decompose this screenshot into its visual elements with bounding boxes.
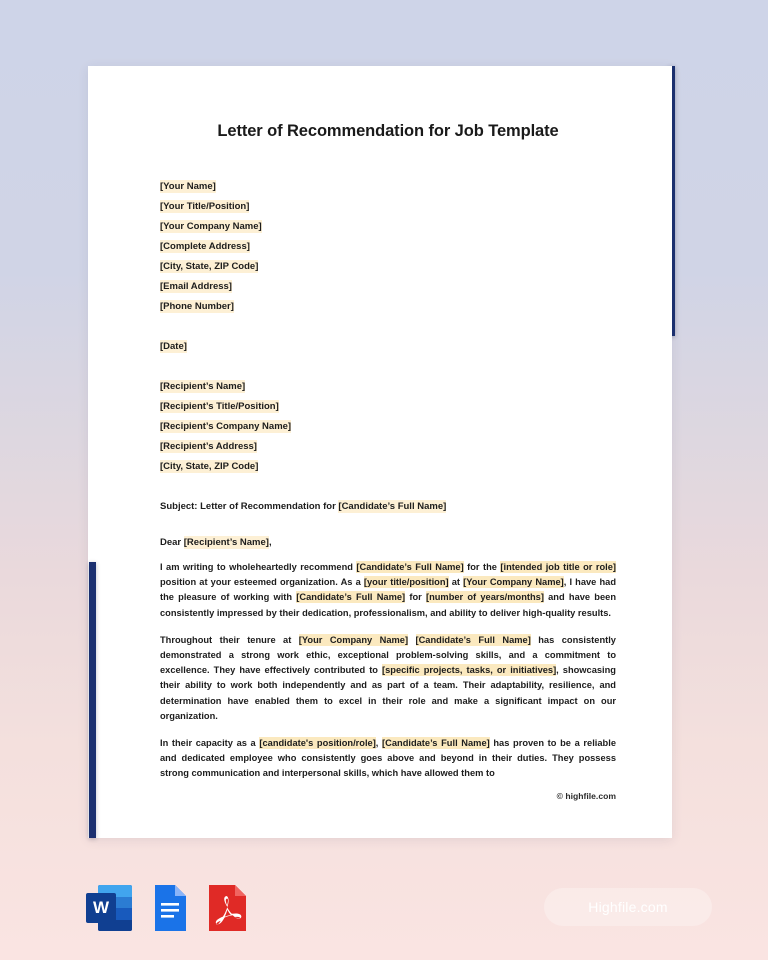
pdf-icon[interactable]: [202, 882, 250, 934]
p2-s2: [408, 635, 415, 645]
date-block: [160, 337, 616, 357]
p1-your-title-placeholder: [your title/position]: [363, 577, 449, 588]
body-paragraph-3: [160, 736, 616, 782]
recipient-line: [160, 397, 616, 417]
p1-role-placeholder: [intended job title or role]: [500, 562, 616, 572]
sender-phone-placeholder: [Phone Number]: [160, 301, 234, 312]
p3-position-placeholder: [candidate's position/role]: [259, 738, 376, 749]
p2-s4: , showcasing their ability to work both independently and as part of a team. Their adaptability, resilience, and determination have enabled them to excel in their role and make a significant impact on our organization.: [160, 665, 616, 721]
sender-line: [160, 257, 616, 277]
salutation-line: [160, 537, 616, 548]
date-placeholder: [Date]: [160, 341, 187, 352]
recipient-line: [160, 417, 616, 437]
p1-candidate-placeholder: [Candidate’s Full Name]: [356, 562, 464, 572]
sender-city-placeholder: [City, State, ZIP Code]: [160, 261, 259, 272]
copyright-watermark: © highfile.com: [556, 790, 616, 801]
sender-address-placeholder: [Complete Address]: [160, 241, 250, 252]
p1-s5: , I have had the pleasure of working with: [160, 577, 617, 603]
p2-s3: has consistently demonstrated a strong work ethic, exceptional problem-solving skills, and a commitment to excellence. They have effectively contributed to: [160, 634, 616, 676]
p1-duration-placeholder: [number of years/months]: [425, 592, 544, 603]
file-format-icons: [86, 882, 250, 934]
p1-s2: for the: [463, 562, 501, 572]
p1-s6: for: [405, 592, 426, 603]
sender-title-placeholder: [Your Title/Position]: [160, 201, 250, 212]
salutation-comma: ,: [268, 537, 272, 548]
salutation-greeting: Dear: [160, 537, 184, 548]
sender-line: [160, 177, 616, 197]
p1-s4: at: [448, 577, 464, 588]
salutation-recipient-placeholder: [Recipient’s Name]: [183, 537, 269, 548]
date-line: [160, 337, 616, 357]
recipient-title-placeholder: [Recipient’s Title/Position]: [160, 401, 279, 412]
word-icon[interactable]: [86, 882, 134, 934]
sender-name-placeholder: [Your Name]: [160, 181, 216, 192]
body-paragraph-2: [160, 633, 616, 724]
sender-email-placeholder: [Email Address]: [160, 281, 232, 292]
p2-company-placeholder: [Your Company Name]: [298, 634, 409, 645]
document-body: [160, 66, 616, 838]
sender-line: [160, 237, 616, 257]
recipient-address-placeholder: [Recipient’s Address]: [160, 441, 257, 452]
brand-badge: Highfile.com: [544, 888, 712, 926]
p1-s7: and have been consistently impressed by their dedication, professionalism, and ability to deliver high-quality results.: [160, 592, 616, 618]
google-docs-icon[interactable]: [144, 882, 192, 934]
bottom-bar: [0, 866, 768, 960]
recipient-line: [160, 457, 616, 477]
recipient-line: [160, 377, 616, 397]
p3-s1: In their capacity as a: [160, 738, 260, 749]
recipient-address-block: [160, 377, 616, 477]
sender-company-placeholder: [Your Company Name]: [160, 221, 262, 232]
sender-line: [160, 277, 616, 297]
sender-address-block: [160, 177, 616, 317]
p2-candidate-placeholder: [Candidate’s Full Name]: [415, 634, 531, 645]
p1-s1: I am writing to wholeheartedly recommend: [160, 562, 357, 572]
recipient-name-placeholder: [Recipient’s Name]: [160, 381, 246, 392]
p1-candidate2-placeholder: [Candidate’s Full Name]: [296, 592, 406, 603]
p2-s1: Throughout their tenure at: [160, 634, 299, 645]
p3-s2: ,: [375, 738, 383, 749]
word-icon-letter: W: [86, 893, 116, 923]
p3-candidate-placeholder: [Candidate’s Full Name]: [382, 738, 490, 749]
accent-bar-left: [89, 562, 96, 838]
p3-s3: has proven to be a reliable and dedicated employee who consistently goes above and beyond in their duties. They possess strong communication and interpersonal skills, which have allowed them to: [160, 738, 616, 779]
subject-line: [160, 501, 616, 512]
p1-s3: position at your esteemed organization. As a: [160, 577, 364, 588]
p2-projects-placeholder: [specific projects, tasks, or initiatives]: [382, 665, 557, 676]
subject-candidate-placeholder: [Candidate’s Full Name]: [338, 501, 447, 512]
sender-line: [160, 197, 616, 217]
recipient-line: [160, 437, 616, 457]
p1-company-placeholder: [Your Company Name]: [463, 577, 564, 588]
page-title: Letter of Recommendation for Job Template: [217, 122, 559, 140]
body-paragraph-1: [160, 560, 616, 621]
sender-line: [160, 297, 616, 317]
sender-line: [160, 217, 616, 237]
recipient-city-placeholder: [City, State, ZIP Code]: [160, 461, 259, 472]
document-page: [88, 66, 672, 838]
recipient-company-placeholder: [Recipient’s Company Name]: [160, 421, 292, 432]
subject-label: Subject: Letter of Recommendation for: [160, 501, 339, 512]
